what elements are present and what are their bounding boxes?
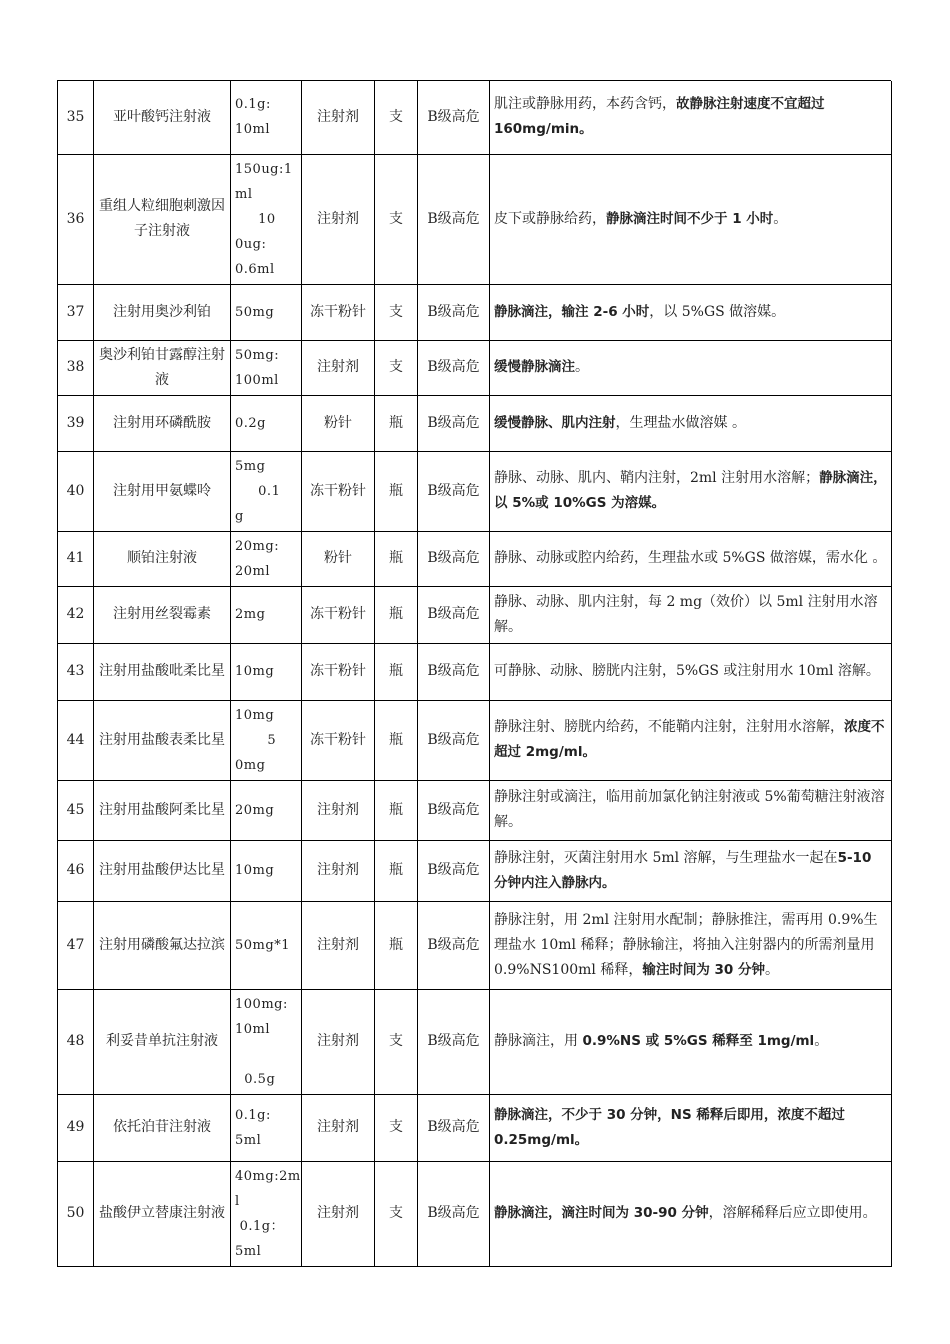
row-number: 50 <box>58 1161 94 1266</box>
drug-spec <box>231 154 302 284</box>
package-unit: 瓶 <box>375 780 418 840</box>
dosage-form: 冻干粉针 <box>302 284 375 340</box>
spec-line: 10mg <box>235 707 275 723</box>
package-unit: 支 <box>375 284 418 340</box>
spec-line: 0.1 <box>235 483 281 499</box>
table-row <box>58 989 892 1094</box>
usage-note-text: ，溶解稀释后应立即使用。 <box>708 1205 877 1221</box>
usage-note <box>490 901 892 989</box>
dosage-form: 粉针 <box>302 395 375 451</box>
drug-name: 依托泊苷注射液 <box>94 1094 231 1161</box>
drug-spec <box>231 531 302 586</box>
drug-name: 注射用磷酸氟达拉滨 <box>94 901 231 989</box>
usage-note-text: 静脉注射，用 2ml 注射用水配制；静脉推注，需再用 0.9%生理盐水 10ml 稀释；静脉输注，将抽入注射器内的所需剂量用 0.9%NS100ml 稀释， <box>494 911 878 978</box>
drug-name: 利妥昔单抗注射液 <box>94 989 231 1094</box>
usage-note <box>490 395 892 451</box>
table-row <box>58 586 892 643</box>
usage-note-text: ，生理盐水做溶媒 。 <box>615 414 746 431</box>
package-unit: 支 <box>375 81 418 154</box>
table-row <box>58 531 892 586</box>
spec-line: 0.1g: <box>235 1107 271 1123</box>
usage-note-text: 静脉滴注，用 <box>494 1033 583 1049</box>
usage-note-emphasis: 缓慢静脉、肌内注射 <box>494 414 616 431</box>
drug-name: 注射用盐酸阿柔比星 <box>94 780 231 840</box>
spec-line: 0.1g： <box>235 1218 285 1234</box>
dosage-form: 注射剂 <box>302 780 375 840</box>
drug-name: 顺铂注射液 <box>94 531 231 586</box>
drug-spec <box>231 840 302 901</box>
table-row <box>58 901 892 989</box>
spec-line: 10mg <box>235 863 275 878</box>
usage-note <box>490 840 892 901</box>
package-unit: 支 <box>375 340 418 395</box>
row-number: 40 <box>58 451 94 531</box>
usage-note-emphasis: 输注时间为 30 分钟 <box>642 961 766 978</box>
usage-note-text: ，以 5%GS 做溶媒。 <box>649 303 786 320</box>
spec-line: 0.5g <box>235 1071 276 1087</box>
risk-level: B级高危 <box>418 1094 490 1161</box>
spec-line: 150ug:1 <box>235 161 293 177</box>
risk-level: B级高危 <box>418 451 490 531</box>
dosage-form: 注射剂 <box>302 1094 375 1161</box>
drug-name: 注射用甲氨蝶呤 <box>94 451 231 531</box>
spec-line: 20ml <box>235 563 271 579</box>
package-unit: 瓶 <box>375 451 418 531</box>
risk-level: B级高危 <box>418 780 490 840</box>
dosage-form: 冻干粉针 <box>302 700 375 780</box>
drug-spec <box>231 340 302 395</box>
dosage-form: 注射剂 <box>302 1161 375 1266</box>
usage-note-emphasis: 静脉滴注，不少于 30 分钟，NS 稀释后即用，浓度不超过 0.25mg/ml。 <box>494 1106 845 1148</box>
usage-note <box>490 780 892 840</box>
usage-note <box>490 1094 892 1161</box>
usage-note-emphasis: 静脉滴注，滴注时间为 30-90 分钟 <box>494 1205 709 1221</box>
table-row <box>58 700 892 780</box>
usage-note <box>490 586 892 643</box>
spec-line: 10ml <box>235 122 271 138</box>
high-risk-drug-table <box>57 81 892 1267</box>
row-number: 37 <box>58 284 94 340</box>
drug-spec <box>231 395 302 451</box>
table-row <box>58 451 892 531</box>
row-number: 45 <box>58 780 94 840</box>
spec-line: 100ml <box>235 372 279 388</box>
usage-note-emphasis: 静脉滴注时间不少于 1 小时 <box>606 210 774 227</box>
spec-line: 5 <box>235 732 277 748</box>
dosage-form: 注射剂 <box>302 340 375 395</box>
risk-level: B级高危 <box>418 284 490 340</box>
dosage-form: 注射剂 <box>302 840 375 901</box>
drug-spec <box>231 901 302 989</box>
package-unit: 支 <box>375 989 418 1094</box>
usage-note <box>490 340 892 395</box>
package-unit: 支 <box>375 1161 418 1266</box>
spec-line: 0ug: <box>235 236 267 252</box>
usage-note <box>490 81 892 154</box>
usage-note-text: 皮下或静脉给药， <box>494 210 606 227</box>
usage-note <box>490 451 892 531</box>
table-row <box>58 643 892 700</box>
table-row <box>58 340 892 395</box>
spec-line: g <box>235 508 244 524</box>
spec-line: 5ml <box>235 1132 262 1148</box>
spec-line: 20mg: <box>235 538 280 554</box>
drug-spec <box>231 1094 302 1161</box>
row-number: 42 <box>58 586 94 643</box>
risk-level: B级高危 <box>418 700 490 780</box>
drug-name: 注射用丝裂霉素 <box>94 586 231 643</box>
drug-name: 注射用环磷酰胺 <box>94 395 231 451</box>
spec-line: 100mg: <box>235 996 288 1012</box>
drug-spec <box>231 1161 302 1266</box>
drug-spec <box>231 451 302 531</box>
risk-level: B级高危 <box>418 901 490 989</box>
dosage-form: 粉针 <box>302 531 375 586</box>
usage-note-text: 可静脉、动脉、膀胱内注射，5%GS 或注射用水 10ml 溶解。 <box>494 663 880 679</box>
package-unit: 瓶 <box>375 586 418 643</box>
usage-note <box>490 284 892 340</box>
dosage-form: 注射剂 <box>302 901 375 989</box>
spec-line: 40mg:2m <box>235 1168 301 1184</box>
risk-level: B级高危 <box>418 1161 490 1266</box>
drug-name: 注射用盐酸伊达比星 <box>94 840 231 901</box>
spec-line: 50mg*1 <box>235 937 290 953</box>
package-unit: 瓶 <box>375 840 418 901</box>
risk-level: B级高危 <box>418 989 490 1094</box>
usage-note-emphasis: 缓慢静脉滴注 <box>494 359 575 375</box>
usage-note-emphasis: 浓度不超过 2mg/ml。 <box>494 719 885 760</box>
package-unit: 支 <box>375 154 418 284</box>
package-unit: 瓶 <box>375 700 418 780</box>
spec-line: 10ml <box>235 1021 271 1037</box>
usage-note-text: 。 <box>814 1033 829 1049</box>
usage-note-text: 静脉注射或滴注，临用前加氯化钠注射液或 5%葡萄糖注射液溶解。 <box>494 789 885 830</box>
risk-level: B级高危 <box>418 395 490 451</box>
drug-name: 注射用盐酸吡柔比星 <box>94 643 231 700</box>
drug-spec <box>231 700 302 780</box>
row-number: 38 <box>58 340 94 395</box>
usage-note-text: 静脉注射，灭菌注射用水 5ml 溶解，与生理盐水一起在 <box>494 849 838 866</box>
risk-level: B级高危 <box>418 643 490 700</box>
usage-note-text: 静脉、动脉、肌内、鞘内注射，2ml 注射用水溶解； <box>494 470 820 486</box>
usage-note <box>490 700 892 780</box>
table-row <box>58 840 892 901</box>
drug-name: 盐酸伊立替康注射液 <box>94 1161 231 1266</box>
usage-note-text: 。 <box>765 961 780 978</box>
usage-note-text: 。 <box>773 210 788 227</box>
spec-line: 50mg <box>235 304 275 320</box>
drug-name: 亚叶酸钙注射液 <box>94 81 231 154</box>
risk-level: B级高危 <box>418 531 490 586</box>
dosage-form: 注射剂 <box>302 154 375 284</box>
spec-line: 2mg <box>235 607 266 622</box>
drug-spec <box>231 643 302 700</box>
drug-spec <box>231 989 302 1094</box>
drug-name: 奥沙利铂甘露醇注射液 <box>94 340 231 395</box>
usage-note-text: 静脉、动脉或腔内给药，生理盐水或 5%GS 做溶媒，需水化 。 <box>494 550 887 566</box>
usage-note-text: 肌注或静脉用药，本药含钙， <box>494 96 676 113</box>
risk-level: B级高危 <box>418 586 490 643</box>
row-number: 49 <box>58 1094 94 1161</box>
risk-level: B级高危 <box>418 154 490 284</box>
spec-line: 10 <box>235 211 276 227</box>
usage-note-text: 。 <box>575 359 589 375</box>
spec-line: 0.1g: <box>235 97 271 113</box>
row-number: 41 <box>58 531 94 586</box>
spec-line: 0.2g <box>235 415 266 431</box>
drug-name: 注射用盐酸表柔比星 <box>94 700 231 780</box>
dosage-form: 注射剂 <box>302 81 375 154</box>
table-row <box>58 780 892 840</box>
package-unit: 瓶 <box>375 531 418 586</box>
drug-spec <box>231 586 302 643</box>
row-number: 46 <box>58 840 94 901</box>
spec-line: 20mg <box>235 802 275 818</box>
spec-line: 50mg: <box>235 347 280 363</box>
usage-note-emphasis: 0.9%NS 或 5%GS 稀释至 1mg/ml <box>582 1033 815 1049</box>
package-unit: 瓶 <box>375 395 418 451</box>
drug-spec <box>231 81 302 154</box>
spec-line <box>235 1042 297 1067</box>
spec-line: 5mg <box>235 458 266 474</box>
drug-name: 重组人粒细胞刺激因子注射液 <box>94 154 231 284</box>
row-number: 47 <box>58 901 94 989</box>
row-number: 44 <box>58 700 94 780</box>
dosage-form: 冻干粉针 <box>302 643 375 700</box>
spec-line: 0.6ml <box>235 261 275 277</box>
package-unit: 支 <box>375 1094 418 1161</box>
usage-note <box>490 643 892 700</box>
row-number: 43 <box>58 643 94 700</box>
spec-line: 0mg <box>235 757 266 773</box>
usage-note <box>490 989 892 1094</box>
table-row <box>58 284 892 340</box>
row-number: 35 <box>58 81 94 154</box>
dosage-form: 注射剂 <box>302 989 375 1094</box>
usage-note-emphasis: 静脉滴注，输注 2-6 小时 <box>494 303 650 320</box>
package-unit: 瓶 <box>375 643 418 700</box>
risk-level: B级高危 <box>418 340 490 395</box>
risk-level: B级高危 <box>418 840 490 901</box>
spec-line: 5ml <box>235 1243 262 1259</box>
spec-line: ml <box>235 186 253 202</box>
usage-note-emphasis: 故静脉注射速度不宜超过160mg/min。 <box>494 96 825 138</box>
drug-name: 注射用奥沙利铂 <box>94 284 231 340</box>
usage-note-text: 静脉注射、膀胱内给药，不能鞘内注射，注射用水溶解， <box>494 719 844 735</box>
usage-note <box>490 154 892 284</box>
table-row <box>58 1161 892 1266</box>
usage-note-emphasis: 5-10 分钟内注入静脉内。 <box>494 849 872 891</box>
table-row <box>58 81 892 154</box>
usage-note <box>490 1161 892 1266</box>
drug-spec <box>231 284 302 340</box>
row-number: 48 <box>58 989 94 1094</box>
table-row <box>58 1094 892 1161</box>
drug-spec <box>231 780 302 840</box>
usage-note <box>490 531 892 586</box>
dosage-form: 冻干粉针 <box>302 451 375 531</box>
spec-line: 10mg <box>235 664 275 679</box>
row-number: 36 <box>58 154 94 284</box>
usage-note-text: 静脉、动脉、肌内注射，每 2 mg（效价）以 5ml 注射用水溶解。 <box>494 593 878 635</box>
table-row <box>58 395 892 451</box>
usage-note-emphasis: 静脉滴注，以 5%或 10%GS 为溶媒。 <box>494 470 887 511</box>
table-row <box>58 154 892 284</box>
package-unit: 瓶 <box>375 901 418 989</box>
spec-line: l <box>235 1193 240 1209</box>
row-number: 39 <box>58 395 94 451</box>
risk-level: B级高危 <box>418 81 490 154</box>
dosage-form: 冻干粉针 <box>302 586 375 643</box>
